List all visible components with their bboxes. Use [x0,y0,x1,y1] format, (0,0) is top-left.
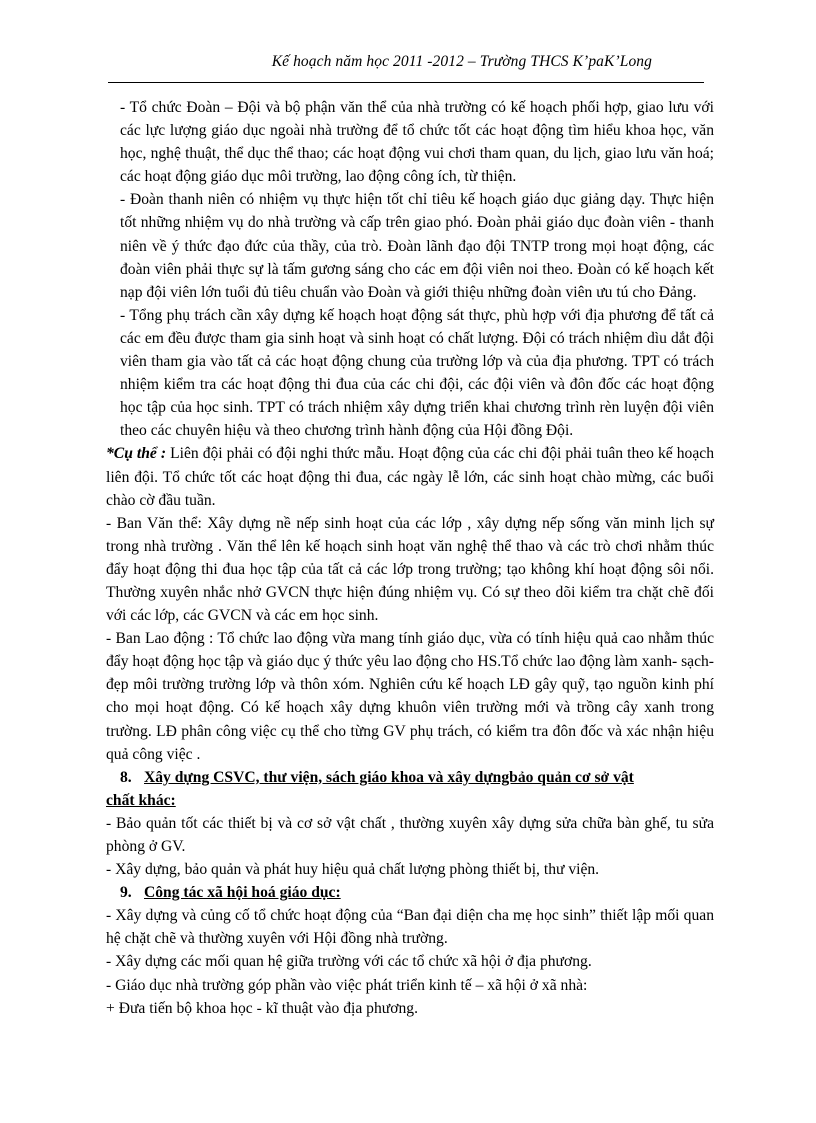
section-9-heading [106,881,714,904]
paragraph-ban-lao-dong: - Ban Lao động : Tổ chức lao động vừa mang tính giáo dục, vừa có tính hiệu quả cao nhằm thúc đẩy hoạt động học tập và giáo dục ý thức yêu lao động cho HS.Tổ chức lao động làm xanh- sạch- đẹp môi trường trường lớp và thôn xóm. Nghiên cứu kế hoạch LĐ gây quỹ, tạo nguồn kinh phí cho mọi hoạt động. Có kế hoạch xây dựng khuôn viên trường mới và trồng cây xanh trong trường. LĐ phân công việc cụ thể cho từng GV phụ trách, có kiểm tra đôn đốc và xác nhận hiệu quả công việc . [106,630,715,763]
document-body [106,96,714,1020]
section-8-title-line2: chất khác: [106,791,176,809]
paragraph-doan-doi: - Tổ chức Đoàn – Đội và bộ phận văn thể của nhà trường có kế hoạch phối hợp, giao lưu với các lực lượng giáo dục ngoài nhà trường để tổ chức tốt các hoạt động tìm hiểu khoa học, văn học, nghệ thuật, thể dục thể thao; các hoạt động vui chơi tham quan, du lịch, giao lưu văn hoá; các hoạt động giáo dục môi trường, lao động công ích, từ thiện. [120,99,714,186]
section-8-item-2: - Xây dựng, bảo quản và phát huy hiệu quả chất lượng phòng thiết bị, thư viện. [106,861,600,879]
section-9-item-3: - Giáo dục nhà trường góp phần vào việc phát triển kinh tế – xã hội ở xã nhà: [106,976,588,994]
section-8-item-1: - Bảo quản tốt các thiết bị và cơ sở vật chất , thường xuyên xây dựng sửa chữa bàn ghế, tu sửa phòng ở GV. [106,814,714,855]
paragraph-tong-phu-trach: - Tổng phụ trách cần xây dựng kế hoạch hoạt động sát thực, phù hợp với địa phương để tất cả các em đều được tham gia sinh hoạt và sinh hoạt có chất lượng. Đội có trách nhiệm dìu dắt đội viên tham gia vào tất cả các hoạt động chung của trường lớp và của địa phương. TPT có trách nhiệm kiểm tra các hoạt động thi đua của các chi đội, các đội viên và đôn đốc các hoạt động học tập của học sinh. TPT có trách nhiệm xây dựng triển khai chương trình rèn luyện đội viên theo các chuyên hiệu và theo chương trình hành động của Hội đồng Đội. [120,306,714,440]
section-9-title: Công tác xã hội hoá giáo dục: [144,884,341,902]
paragraph-cu-the [106,442,714,511]
section-8-number: 8. [120,768,132,786]
cu-the-label: *Cụ thể : [106,445,167,463]
cu-the-text: Liên đội phải có đội nghi thức mẫu. Hoạt động của các chi đội phải tuân theo kế hoạch liên đội. Tổ chức tốt các hoạt động thi đua, các ngày lễ lớn, các sinh hoạt chào mừng, các buổi chào cờ đầu tuần. [106,445,714,509]
section-8-title-line1: Xây dựng CSVC, thư viện, sách giáo khoa và xây dựngbảo quản cơ sở vật [144,768,634,786]
section-8-heading [106,766,714,789]
paragraph-doan-thanh-nien: - Đoàn thanh niên có nhiệm vụ thực hiện tốt chỉ tiêu kế hoạch giáo dục giảng dạy. Thực hiện tốt những nhiệm vụ do nhà trường và cấp trên giao phó. Đoàn phải giáo dục đoàn viên - thanh niên về ý thức đạo đức của thầy, của trò. Đoàn lãnh đạo đội TNTP trong mọi hoạt động, các đoàn viên phải thực sự là tấm gương sáng cho các em đội viên noi theo. Đoàn có kế hoạch kết nạp đội viên lớn tuổi đủ tiêu chuẩn vào Đoàn và giới thiệu những đoàn viên ưu tú cho Đảng. [120,191,714,301]
section-9-item-4: + Đưa tiến bộ khoa học - kĩ thuật vào địa phương. [106,999,418,1017]
paragraph-ban-van-the: - Ban Văn thể: Xây dựng nề nếp sinh hoạt của các lớp , xây dựng nếp sống văn minh lịch sự trong nhà trường . Văn thể lên kế hoạch sinh hoạt văn nghệ thể thao và các trò chơi nhằm thúc đẩy hoạt động thi đua học tập của tất cả các lớp trong trường; tạo không khí hoạt động sôi nổi. Thường xuyên nhắc nhở GVCN thực hiện đúng nhiệm vụ. Có sự theo dõi kiểm tra chặt chẽ đối với các lớp, các GVCN và các em học sinh. [106,514,714,625]
section-9-item-2: - Xây dựng các mối quan hệ giữa trường với các tổ chức xã hội ở địa phương. [106,953,592,971]
page-header [108,48,704,83]
header-title: Kế hoạch năm học 2011 -2012 – Trường THCS K’paK’Long [271,53,652,70]
section-9-item-1: - Xây dựng và củng cố tổ chức hoạt động của “Ban đại diện cha mẹ học sinh” thiết lập mối quan hệ chặt chẽ và thường xuyên với Hội đồng nhà trường. [106,907,714,948]
section-9-number: 9. [120,884,132,902]
